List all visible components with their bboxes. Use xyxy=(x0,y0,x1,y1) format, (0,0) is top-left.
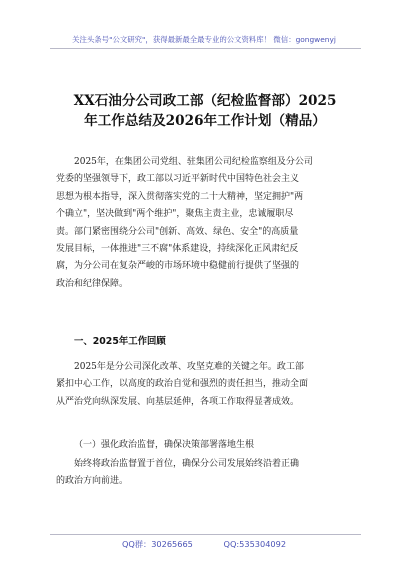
header-promo-note: 关注头条号"公文研究"，获得最新最全最专业的公文资料库！ 微信：gongwenyj xyxy=(72,35,336,44)
paragraph-line: 责。部门紧密围绕分公司"创新、高效、绿色、安全"的高质量 xyxy=(56,226,299,237)
paragraph-line: 政治和纪律保障。 xyxy=(56,278,129,289)
paragraph-line: 始终将政治监督置于首位，确保分公司发展始终沿着正确 xyxy=(56,459,300,469)
paragraph-line: 发展目标，一体推进"三不腐"体系建设，持续深化正风肃纪反 xyxy=(56,244,299,255)
document-title xyxy=(46,91,364,131)
paragraph-line: 紧扣中心工作，以高度的政治自觉和强烈的责任担当，推动全面 xyxy=(56,379,309,390)
paragraph-line: 从严治党向纵深发展、向基层延伸，各项工作取得显著成效。 xyxy=(56,396,300,407)
review-paragraph xyxy=(56,359,356,411)
footer-divider xyxy=(50,534,361,535)
paragraph-line: 的政治方向前进。 xyxy=(56,476,129,487)
paragraph-line: 个确立"，坚决做到"两个维护"，聚焦主责主业，忠诚履职尽 xyxy=(56,209,294,220)
paragraph-line: 2025年，在集团公司党组、驻集团公司纪检监察组及分公司 xyxy=(56,157,313,167)
header-divider xyxy=(50,48,361,49)
footer-qq-number: QQ:535304092 xyxy=(223,539,287,549)
paragraph-line: 腐，为分公司在复杂严峻的市场环境中稳健前行提供了坚强的 xyxy=(56,261,300,272)
subsection-heading: （一）强化政治监督，确保决策部署落地生根 xyxy=(74,440,255,450)
section-heading: 一、2025年工作回顾 xyxy=(74,336,166,347)
paragraph-line: 思想为根本指导，深入贯彻落实党的二十大精神，坚定拥护"两 xyxy=(56,191,304,202)
footer-contact xyxy=(0,539,408,550)
intro-paragraph xyxy=(56,154,356,293)
footer-qq-group: QQ群：30265665 xyxy=(121,539,193,549)
title-line-2: 年工作总结及2026年工作计划（精品） xyxy=(84,113,326,129)
paragraph-line: 党委的坚强领导下，政工部以习近平新时代中国特色社会主义 xyxy=(56,174,300,185)
title-line-1: XX石油分公司政工部（纪检监督部）2025 xyxy=(73,93,337,109)
paragraph-line: 2025年是分公司深化改革、攻坚克难的关键之年。政工部 xyxy=(56,362,304,372)
supervision-paragraph xyxy=(56,456,356,491)
